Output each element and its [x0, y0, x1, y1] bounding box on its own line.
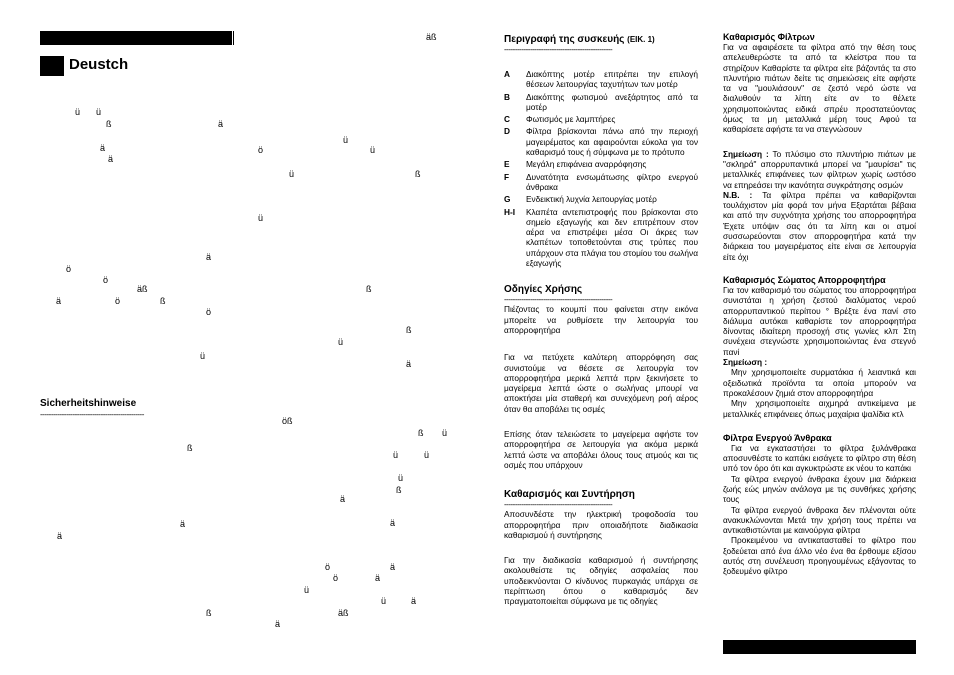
scatter-char: ü — [370, 145, 376, 155]
desc-item — [504, 159, 698, 169]
scatter-char: ß — [406, 325, 412, 335]
scatter-char: ä — [390, 562, 396, 572]
filters-heading: Καθαρισμός Φίλτρων — [723, 32, 815, 42]
carbon-paragraph-1: Για να εγκαταστήσει το φίλτρα ξυλάνθρακα αποσυνθέστε το καπάκι εισάγετε το φίλτρο στη θέση υπό τον όρο ότι και αγκυκτρώστε εκ νέου το καπάκι — [723, 442, 916, 474]
desc-item — [504, 126, 698, 157]
scatter-char: ä — [375, 573, 381, 583]
desc-heading: Περιγραφή της συσκευής (ΕΙΚ. 1) — [504, 34, 655, 45]
cleaning-dash: -------------------------------------------------- — [504, 500, 613, 510]
desc-item-text: Διακόπτης φωτισμού ανεξάρτητος από τα μοτέρ — [526, 91, 698, 112]
scatter-char: ß — [415, 169, 421, 179]
desc-item-text: Φωτισμός με λαμπτήρες — [526, 114, 616, 125]
scatter-char: ü — [304, 585, 310, 595]
desc-item-text: Δυνατότητα ενσωμάτωσης φίλτρο ενεργού άνθρακα — [526, 171, 698, 192]
scatter-char: ß — [106, 119, 112, 129]
body-cleaning-paragraph: Για τον καθαρισμό του σώματος του απορροφητήρα συνιστάται η χρήση ζεστού διαλύματος νερού απορρυπαντικού περίπου ° Βρέξτε ένα πανί στο διάλυμα αυτόκαι καθαρίστε τον απορροφητήρα δίνοντας ιδιαίτερη προσοχή στις γωνίες κλπ Στη συνέχεια στεγνώστε χρησιμοποιώντας ένα στεγνό πανί — [723, 284, 916, 357]
desc-item-key: H-I — [504, 206, 516, 217]
scatter-char: ö — [333, 573, 339, 583]
desc-item — [504, 194, 698, 204]
desc-item — [504, 172, 698, 193]
scatter-char: ö — [66, 264, 72, 274]
desc-item — [504, 114, 698, 124]
desc-item-text: Κλαπέτα αντεπιστροφής που βρίσκονται στο σημείο εξαγωγής και δεν επιτρέπουν στον αέρα να επιστρέψει μέσα Οι άκρες των κλαπέτων τοποθετούνται στις τρύπες που υπάρχουν στα πλάγια του στομίου του σωλήνα εξαγωγής — [526, 206, 698, 269]
scatter-char: ö — [258, 145, 264, 155]
scatter-char: ß — [160, 296, 166, 306]
header-ss-text: äß — [426, 32, 437, 42]
body-cleaning-heading: Καθαρισμός Σώματος Απορροφητήρα — [723, 274, 886, 285]
desc-item-key: B — [504, 91, 510, 102]
scatter-char: äß — [137, 284, 148, 294]
scatter-char: ö — [103, 275, 109, 285]
column-cleaning-details — [723, 32, 916, 577]
scatter-char: ß — [396, 485, 402, 495]
cleaning-heading: Καθαρισμός και Συντήρηση — [504, 489, 635, 501]
body-note-paragraph-2: Μην χρησιμοποιείτε αιχμηρά αντικείμενα με μεταλλικές επιφάνειες όπως μαχαίρια ψαλίδια κτλ — [723, 398, 916, 419]
desc-item-key: F — [504, 171, 510, 182]
scatter-char: ß — [206, 608, 212, 618]
scatter-char: ü — [442, 428, 448, 438]
scatter-char: ü — [75, 107, 81, 117]
scatter-char: ä — [56, 296, 62, 306]
usage-paragraph-2: Για να πετύχετε καλύτερη απορρόφηση σας συνιστούμε να θέσετε σε λειτουργία τον απορροφητήρα μερικά λεπτά πριν ξεκινήσετε το μαγείρεμα λεπτά ώστε ο σωλήνας μπουρί να αποκτήσει μία σταθερή και συνεχόμενη ροή αέρος όταν θα αποβάλει τις οσμές — [504, 352, 698, 414]
scatter-char: ä — [390, 518, 396, 528]
note-paragraph: Σημείωση : Το πλύσιμο στο πλυντήριο πιάτων με "σκληρά" απορρυπαντικά μπορεί να "μαυρίσει" τις μεταλλικές επιφάνειες των φίλτρων χωρίς ωστόσο να επηρεάσει την ικανότητα συγκράτησης οσμών — [723, 148, 916, 190]
desc-item-text: Διακόπτης μοτέρ επιτρέπει την επιλογή θέσεων λειτουργίας ταχυτήτων των μοτέρ — [526, 69, 698, 90]
safety-heading: Sicherheitshinweise — [40, 398, 137, 409]
desc-item — [504, 207, 698, 269]
safety-dash: ------------------------------------------------ — [40, 410, 144, 419]
scatter-char: ß — [418, 428, 424, 438]
filters-paragraph: Για να αφαιρέσετε τα φίλτρα από την θέση τους απελευθερώστε τα από τα κλείστρα που τα στηρίζουν Καθαρίστε τα φίλτρα είτε βάζοντάς τα στο πλυντήριο πιάτων δείτε τις σημειώσεις είτε αφήστε τα να "μουλιάσουν" σε ζεστό νερό ώστε να διαλυθούν τα λίπη είτε αν το θέλετε χρησιμοποιώντας ειδικά σπρέυ προστατεύοντας όμως τα μη μεταλλικά μέρη τους Αφού τα καθαρίσετε αφήστε τα να στεγνώσουν — [723, 42, 916, 135]
scatter-char: ß — [366, 284, 372, 294]
carbon-filters-heading: Φίλτρα Ενεργού Άνθρακα — [723, 432, 832, 443]
usage-paragraph-3: Επίσης όταν τελειώσετε το μαγείρεμα αφήστε τον απορροφητήρα σε λειτουργία για ακόμα μερικά λεπτά ώστε να αποβάλει όλους τους ατμούς και τις οσμές που υπάρχουν — [504, 429, 698, 470]
footer-black-bar — [723, 640, 916, 654]
nb-paragraph: N.B. : Τα φίλτρα πρέπει να καθαρίζονται τουλάχιστον μία φορά τον μήνα Εξαρτάται βέβαια και από την συχνότητα χρήσης του απορροφητήρα Έχετε υπόψιν σας ότι τα λίπη και οι ατμοί συσσωρεύονται στον απορροφητήρα κατά την διάρκεια του μαγειρέματος είτε είναι σε λειτουργία είτε όχι — [723, 189, 916, 262]
title-square — [40, 56, 64, 76]
desc-list — [504, 69, 698, 268]
scatter-char: ä — [100, 143, 106, 153]
desc-item-text: Ενδεικτική λυχνία λειτουργίας μοτέρ — [526, 194, 657, 205]
scatter-char: ü — [393, 450, 399, 460]
usage-paragraph-1: Πιέζοντας το κουμπί που φαίνεται στην εικόνα μπορείτε να ρυθμίσετε την λειτουργία του απορροφητήρα — [504, 304, 698, 335]
scatter-char: ä — [218, 119, 224, 129]
scatter-char: ä — [340, 494, 346, 504]
scatter-char: ö — [325, 562, 331, 572]
desc-item-text: Μεγάλη επιφάνεια αναρρόφησης — [526, 159, 647, 170]
body-note-paragraph-1: Μην χρησιμοποιείτε συρματάκια ή λειαντικά και οξειδωτικά προϊόντα τα οποία μπορούν να προκαλέσουν ζημιά στον απορροφητήρα — [723, 367, 916, 398]
carbon-paragraph-3: Τα φίλτρα ενεργού άνθρακα δεν πλένονται ούτε ανακυκλώνονται Μετά την χρήση τους πρέπει να αντικαθιστώνται με καινούργια φίλτρα — [723, 504, 916, 536]
header-bar-divider — [233, 31, 234, 45]
desc-item — [504, 92, 698, 113]
desc-item-key: A — [504, 69, 510, 79]
scatter-char: ü — [96, 107, 102, 117]
scatter-char: ü — [424, 450, 430, 460]
scatter-char: ä — [108, 154, 114, 164]
desc-item — [504, 69, 698, 90]
desc-dash: -------------------------------------------------- — [504, 45, 613, 54]
scatter-char: ü — [200, 351, 206, 361]
desc-item-key: E — [504, 159, 510, 170]
scatter-char: ü — [398, 473, 404, 483]
carbon-paragraph-2: Τα φίλτρα ενεργού άνθρακα έχουν μια διάρκεια ζωής εώς μηνών ανάλογα με τις συνθήκες χρήσης τους — [723, 473, 916, 505]
cleaning-paragraph-1: Αποσυνδέστε την ηλεκτρική τροφοδοσία του απορροφητήρα πριν οποιαδήποτε διαδικασία καθαρισμού ή συντήρησης — [504, 509, 698, 540]
carbon-paragraph-4: Προκειμένου να αντικατασταθεί το φίλτρο που ξοδεύεται από ένα άλλο νέο ένα θα έρθουμε εξίσου αυτός στη συνέλευση προηγουμένως εξάγοντας το ξοδευμένο φίλτρο — [723, 535, 916, 577]
scatter-char: ä — [206, 252, 212, 262]
scatter-char: ü — [258, 213, 264, 223]
scatter-char: ß — [187, 443, 193, 453]
scatter-char: ö — [115, 296, 121, 306]
body-note-label: Σημείωση : — [723, 357, 768, 368]
column-description — [504, 34, 698, 607]
scatter-char: ä — [57, 531, 63, 541]
scatter-char: ö — [206, 307, 212, 317]
desc-item-key: C — [504, 114, 510, 125]
usage-dash: -------------------------------------------------- — [504, 295, 613, 305]
desc-item-key: G — [504, 194, 511, 205]
scatter-char: ä — [406, 359, 412, 369]
scatter-char: ü — [289, 169, 295, 179]
header-black-bar — [40, 31, 232, 45]
desc-item-text: Φίλτρα βρίσκονται πάνω από την περιοχή μαγειρέματος και αφαιρούνται εύκολα για τον καθαρισμό τους ή σύμφωνα με το πρότυπο — [526, 126, 698, 158]
scatter-char: ü — [343, 135, 349, 145]
cleaning-paragraph-2: Για την διαδικασία καθαρισμού ή συντήρησης ακολουθείστε τις οδηγίες ασφαλείας που υποδεικνύονται Ο κίνδυνος πυρκαγιάς υπάρχει σε περίπτωση όπου ο καθαρισμός δεν πραγματοποιείται σύμφωνα με τις οδηγίες — [504, 555, 698, 607]
scatter-char: äß — [338, 608, 349, 618]
scatter-char: ä — [411, 596, 417, 606]
usage-heading: Οδηγίες Χρήσης — [504, 284, 583, 296]
page-title: Deustch — [69, 56, 129, 73]
scatter-char: ä — [275, 619, 281, 629]
scatter-char: öß — [282, 416, 293, 426]
desc-item-key: D — [504, 126, 510, 137]
scatter-char: ü — [381, 596, 387, 606]
scatter-char: ü — [338, 337, 344, 347]
scatter-char: ä — [180, 519, 186, 529]
